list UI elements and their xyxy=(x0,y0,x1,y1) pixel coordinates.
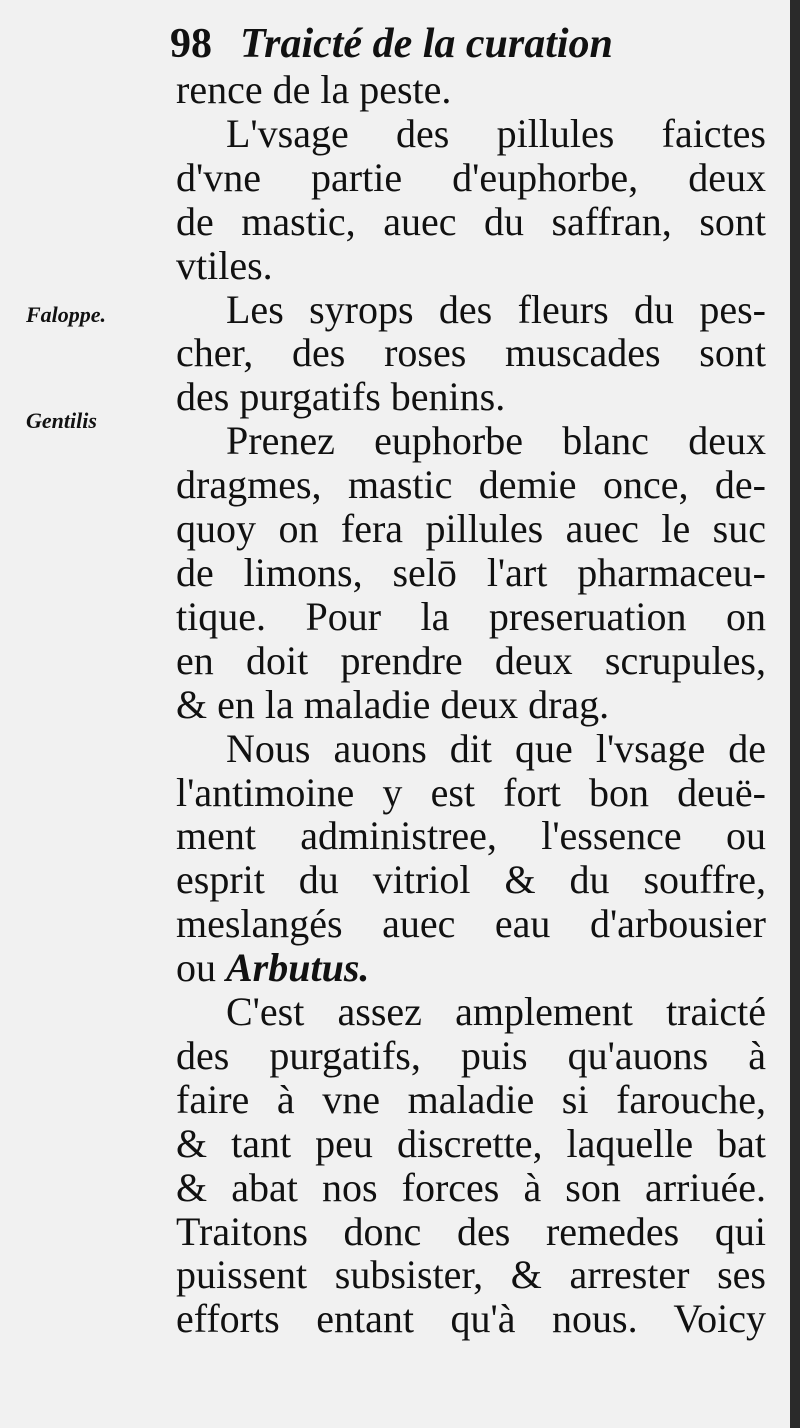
text-line: esprit du vitriol & du souffre, xyxy=(176,857,766,903)
text-line: L'vsage des pillules faictes xyxy=(226,110,766,156)
text-line: Traitons donc des remedes qui xyxy=(176,1208,766,1254)
text-line: efforts entant qu'à nous. Voicy xyxy=(176,1296,766,1342)
text-line: & en la maladie deux drag. xyxy=(176,681,610,727)
text-line: dragmes, mastic demie once, de- xyxy=(176,462,766,508)
text-line: cher, des roses muscades sont xyxy=(176,330,766,376)
text-line: puissent subsister, & arrester ses xyxy=(176,1252,766,1298)
text-line: rence de la peste. xyxy=(176,67,452,112)
text-line: en doit prendre deux scrupules, xyxy=(176,637,766,683)
text-line xyxy=(176,946,766,990)
text-line: l'antimoine y est fort bon deuë- xyxy=(176,769,766,815)
text-line: & abat nos forces à son arriuée. xyxy=(176,1164,766,1210)
text-line: faire à vne maladie si farouche, xyxy=(176,1076,766,1122)
page-header xyxy=(170,14,730,74)
text-line: tique. Pour la preseruation on xyxy=(176,593,766,639)
text-line: d'vne partie d'euphorbe, deux xyxy=(176,154,766,200)
text-line: Nous auons dit que l'vsage de xyxy=(226,725,766,771)
text-line: C'est assez amplement traicté xyxy=(226,989,766,1035)
text-line: meslangés auec eau d'arbousier xyxy=(176,901,766,947)
text-line: vtiles. xyxy=(176,242,273,288)
margin-note-gentilis: Gentilis xyxy=(26,408,97,433)
page-number: 98 xyxy=(170,21,212,67)
text-line: des purgatifs, puis qu'auons à xyxy=(176,1032,766,1078)
text-line: Les syrops des fleurs du pes- xyxy=(226,286,766,332)
body-text xyxy=(176,68,766,1341)
text-line: quoy on fera pillules auec le suc xyxy=(176,506,766,552)
text-line: Prenez euphorbe blanc deux xyxy=(226,418,766,464)
text-line: de limons, selō l'art pharmaceu- xyxy=(176,549,766,595)
page-edge-shadow xyxy=(790,0,800,1428)
running-title: Traicté de la curation xyxy=(240,21,613,67)
text-line: ment administree, l'essence ou xyxy=(176,813,766,859)
text-line: & tant peu discrette, laquelle bat xyxy=(176,1120,766,1166)
text-line: de mastic, auec du saffran, sont xyxy=(176,198,766,244)
margin-note-faloppe: Faloppe. xyxy=(26,302,107,327)
italic-term-arbutus: Arbutus. xyxy=(226,945,370,991)
text-fragment: ou xyxy=(176,945,216,991)
text-line: des purgatifs benins. xyxy=(176,374,506,420)
